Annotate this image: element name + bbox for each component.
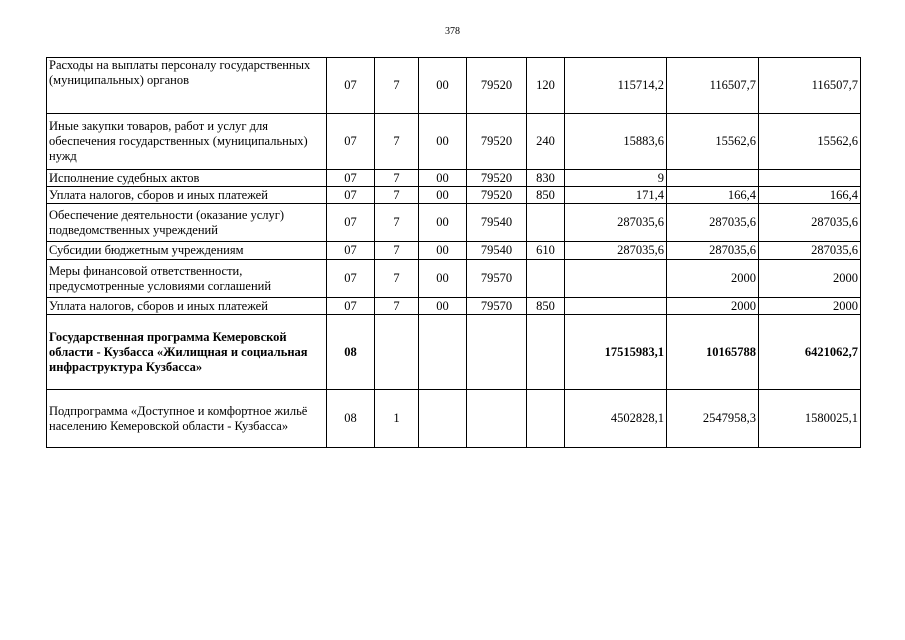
direction-code: 79520 (467, 187, 527, 204)
section-code: 07 (327, 114, 375, 170)
row-name: Субсидии бюджетным учреждениям (47, 242, 327, 260)
section-code: 07 (327, 204, 375, 242)
direction-code: 79520 (467, 170, 527, 187)
subprogram-code: 00 (419, 204, 467, 242)
expense-type-code: 610 (527, 242, 565, 260)
amount-year-1: 9 (565, 170, 667, 187)
amount-year-2: 116507,7 (667, 58, 759, 114)
section-code: 07 (327, 242, 375, 260)
subprogram-code (419, 390, 467, 448)
direction-code (467, 390, 527, 448)
row-name: Исполнение судебных актов (47, 170, 327, 187)
direction-code: 79570 (467, 298, 527, 315)
table-row (47, 390, 861, 448)
subprogram-code: 00 (419, 298, 467, 315)
amount-year-3: 2000 (759, 298, 861, 315)
subprogram-code: 00 (419, 187, 467, 204)
section-code: 07 (327, 58, 375, 114)
table-row (47, 187, 861, 204)
subprogram-code: 00 (419, 58, 467, 114)
amount-year-1: 287035,6 (565, 242, 667, 260)
section-code: 08 (327, 390, 375, 448)
section-code: 07 (327, 187, 375, 204)
subprogram-code: 00 (419, 114, 467, 170)
table-row (47, 315, 861, 390)
row-name: Государственная программа Кемеровской области - Кузбасса «Жилищная и социальная инфраструктура Кузбасса» (47, 315, 327, 390)
program-code: 7 (375, 298, 419, 315)
section-code: 08 (327, 315, 375, 390)
amount-year-3: 15562,6 (759, 114, 861, 170)
expense-type-code: 850 (527, 298, 565, 315)
amount-year-2: 2000 (667, 298, 759, 315)
amount-year-2: 2547958,3 (667, 390, 759, 448)
subprogram-code: 00 (419, 170, 467, 187)
amount-year-1: 115714,2 (565, 58, 667, 114)
program-code: 7 (375, 187, 419, 204)
section-code: 07 (327, 298, 375, 315)
amount-year-2: 15562,6 (667, 114, 759, 170)
row-name: Уплата налогов, сборов и иных платежей (47, 298, 327, 315)
program-code: 7 (375, 260, 419, 298)
direction-code: 79520 (467, 58, 527, 114)
amount-year-2: 2000 (667, 260, 759, 298)
section-code: 07 (327, 170, 375, 187)
section-code: 07 (327, 260, 375, 298)
expense-type-code: 850 (527, 187, 565, 204)
subprogram-code: 00 (419, 242, 467, 260)
table-row (47, 242, 861, 260)
table-row (47, 170, 861, 187)
amount-year-1: 171,4 (565, 187, 667, 204)
row-name: Обеспечение деятельности (оказание услуг) подведомственных учреждений (47, 204, 327, 242)
subprogram-code (419, 315, 467, 390)
amount-year-3: 166,4 (759, 187, 861, 204)
budget-table (46, 57, 861, 448)
page-number: 378 (445, 26, 460, 37)
table-row (47, 114, 861, 170)
program-code: 7 (375, 204, 419, 242)
program-code: 7 (375, 114, 419, 170)
table-row (47, 58, 861, 114)
direction-code: 79540 (467, 204, 527, 242)
program-code: 7 (375, 242, 419, 260)
direction-code: 79520 (467, 114, 527, 170)
amount-year-3: 116507,7 (759, 58, 861, 114)
program-code: 7 (375, 170, 419, 187)
amount-year-2 (667, 170, 759, 187)
direction-code: 79570 (467, 260, 527, 298)
amount-year-2: 287035,6 (667, 204, 759, 242)
program-code: 7 (375, 58, 419, 114)
amount-year-1: 15883,6 (565, 114, 667, 170)
expense-type-code (527, 390, 565, 448)
row-name: Иные закупки товаров, работ и услуг для обеспечения государственных (муниципальных) нужд (47, 114, 327, 170)
expense-type-code (527, 315, 565, 390)
amount-year-1: 17515983,1 (565, 315, 667, 390)
amount-year-2: 10165788 (667, 315, 759, 390)
amount-year-3: 287035,6 (759, 204, 861, 242)
direction-code: 79540 (467, 242, 527, 260)
amount-year-3 (759, 170, 861, 187)
amount-year-3: 2000 (759, 260, 861, 298)
expense-type-code: 120 (527, 58, 565, 114)
amount-year-3: 1580025,1 (759, 390, 861, 448)
subprogram-code: 00 (419, 260, 467, 298)
row-name: Меры финансовой ответственности, предусмотренные условиями соглашений (47, 260, 327, 298)
direction-code (467, 315, 527, 390)
amount-year-1 (565, 260, 667, 298)
row-name: Уплата налогов, сборов и иных платежей (47, 187, 327, 204)
program-code: 1 (375, 390, 419, 448)
row-name: Расходы на выплаты персоналу государственных (муниципальных) органов (47, 58, 327, 114)
amount-year-1: 287035,6 (565, 204, 667, 242)
table-row (47, 204, 861, 242)
amount-year-2: 166,4 (667, 187, 759, 204)
amount-year-1 (565, 298, 667, 315)
table-row (47, 260, 861, 298)
amount-year-1: 4502828,1 (565, 390, 667, 448)
program-code (375, 315, 419, 390)
amount-year-2: 287035,6 (667, 242, 759, 260)
row-name: Подпрограмма «Доступное и комфортное жильё населению Кемеровской области - Кузбасса» (47, 390, 327, 448)
expense-type-code (527, 260, 565, 298)
expense-type-code: 240 (527, 114, 565, 170)
expense-type-code: 830 (527, 170, 565, 187)
table-row (47, 298, 861, 315)
amount-year-3: 287035,6 (759, 242, 861, 260)
amount-year-3: 6421062,7 (759, 315, 861, 390)
expense-type-code (527, 204, 565, 242)
